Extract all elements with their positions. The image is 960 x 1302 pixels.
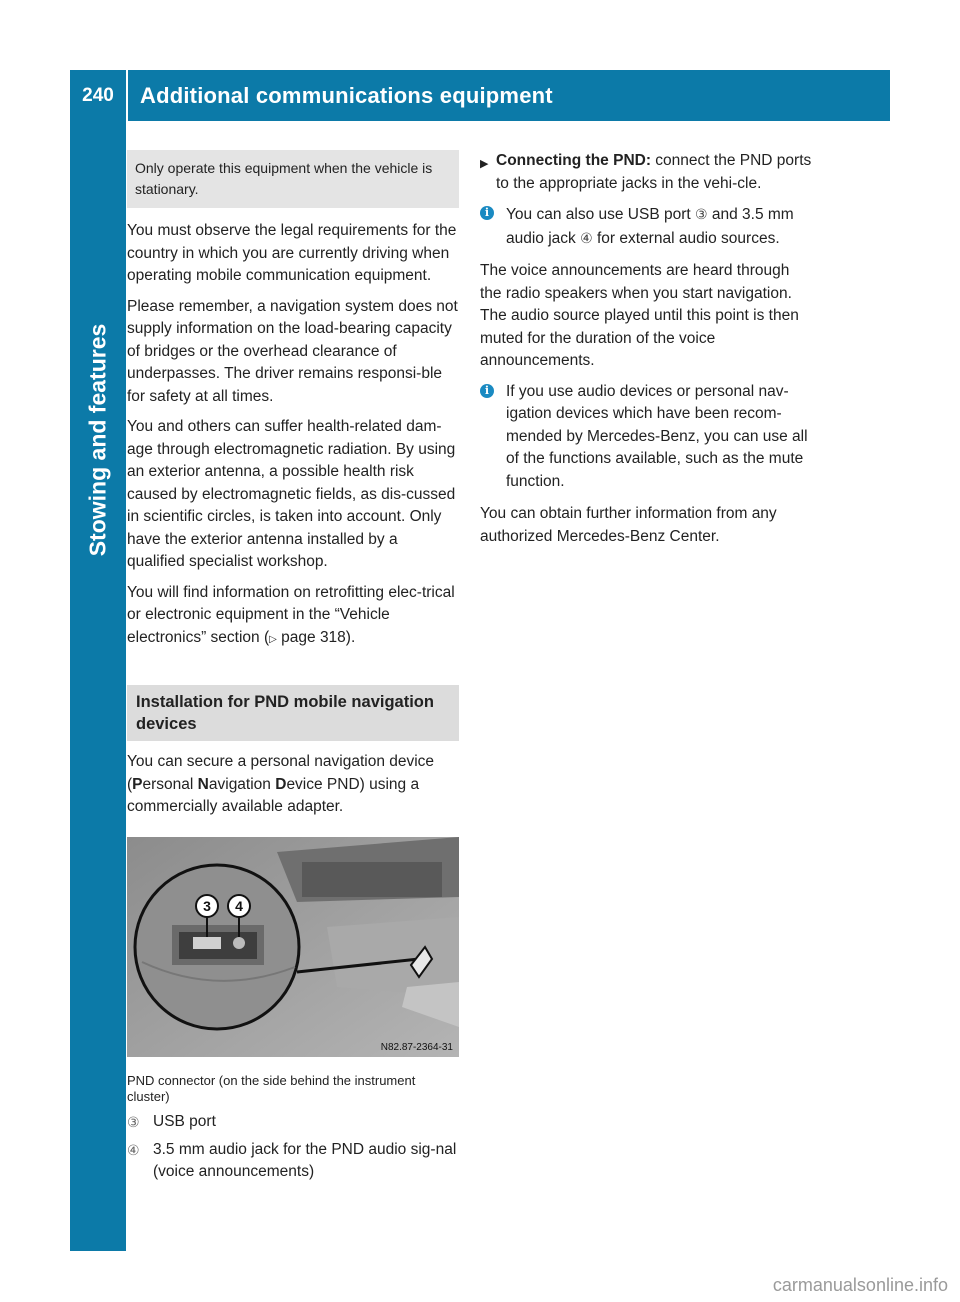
pnd-intro-a: You can secure a personal navigation device (: [127, 753, 435, 793]
page-ref-arrow-icon: ▷: [269, 633, 277, 645]
legend-text: 3.5 mm audio jack for the PND audio sig-nal (voice announcements): [153, 1140, 457, 1180]
step-text: [496, 150, 815, 195]
info-text-a: You can also use USB port: [506, 206, 695, 223]
pnd-connector-photo: [127, 837, 459, 1057]
paragraph-voice-announcements: The voice announcements are heard through the radio speakers when you start navigation. The audio source played until this point is then muted for the duration of the voice announcements.: [480, 262, 799, 369]
left-column: [127, 150, 459, 1189]
legend-number: ③: [127, 1113, 140, 1130]
header-divider: [126, 70, 128, 121]
pnd-word-device: evice PND) using a commercially available adapter.: [127, 775, 420, 815]
info-text-c: for external audio sources.: [592, 229, 780, 247]
paragraph-further-info: You can obtain further information from any authorized Mercedes-Benz Center.: [480, 505, 777, 545]
step-arrow-icon: ▶: [480, 158, 489, 170]
paragraph-radiation: You and others can suffer health-related dam-age through electromagnetic radiation. By using an exterior antenna, a possible health risk caused by electromagnetic fields, as dis-cussed in scientific circles, is taken into account. Only have the exterior antenna installed by a qualified specialist workshop.: [127, 418, 456, 570]
photo-caption: PND connector (on the side behind the instrument cluster): [127, 1072, 416, 1104]
paragraph-pnd-intro: [127, 751, 459, 819]
retrofit-text-a: You will find information on retrofitting elec-trical or electronic equipment in the “Vehicle electronics” section (: [127, 583, 455, 646]
paragraph-retrofitting: [127, 582, 459, 652]
step-body: connect the PND ports to the appropriate jacks in the vehi-cle.: [496, 152, 812, 192]
section-heading-pnd: Installation for PND mobile navigation devices: [127, 685, 459, 741]
paragraph-navigation-limits: Please remember, a navigation system does not supply information on the load-bearing capacity of bridges or the overhead clearance of underpasses. The driver remains responsi-ble for safety at all times.: [127, 297, 458, 405]
stationary-note: Only operate this equipment when the vehicle is stationary.: [127, 150, 459, 208]
page-number: 240: [82, 84, 114, 106]
legend-number: ④: [127, 1141, 140, 1158]
info-text: [506, 203, 815, 250]
right-column: [480, 150, 815, 556]
step-title: Connecting the PND:: [496, 152, 651, 169]
page-header: [70, 70, 890, 121]
info-icon: i: [480, 384, 494, 398]
photo-label-4: 4: [235, 897, 243, 914]
callout-3: ③: [695, 206, 708, 222]
pnd-acronym-n: N: [197, 775, 209, 793]
legend-item-audio-jack: [127, 1139, 459, 1183]
info-note-recommended-devices: [480, 381, 815, 494]
legend-text: USB port: [153, 1112, 216, 1130]
chapter-side-tab-label: Stowing and features: [84, 323, 111, 557]
info-icon: i: [480, 206, 494, 220]
info-note-usb: [480, 203, 815, 250]
watermark: carmanualsonline.info: [772, 1275, 948, 1295]
paragraph-legal: You must observe the legal requirements for the country in which you are currently driving when operating mobile communication equipment.: [127, 222, 457, 284]
pnd-word-personal: ersonal: [142, 775, 198, 793]
legend-item-usb: [127, 1111, 459, 1133]
chapter-side-tab: [70, 121, 126, 1251]
photo-code: N82.87-2364-31: [380, 1041, 453, 1053]
page-ref-link[interactable]: page 318).: [276, 628, 356, 646]
step-connect-pnd: [480, 150, 815, 195]
callout-4: ④: [580, 229, 593, 246]
info-text-b: and 3.5 mm audio jack: [506, 206, 794, 247]
pnd-acronym-p: P: [132, 775, 143, 793]
page-title: Additional communications equipment: [140, 82, 553, 108]
pnd-acronym-d: D: [275, 775, 287, 793]
photo-label-3: 3: [203, 897, 211, 914]
info-text: If you use audio devices or personal nav-igation devices which have been recom-mended by Mercedes-Benz, you can use all of the functions available, such as the mute function.: [506, 382, 808, 490]
pnd-word-navigation: avigation: [208, 775, 276, 793]
